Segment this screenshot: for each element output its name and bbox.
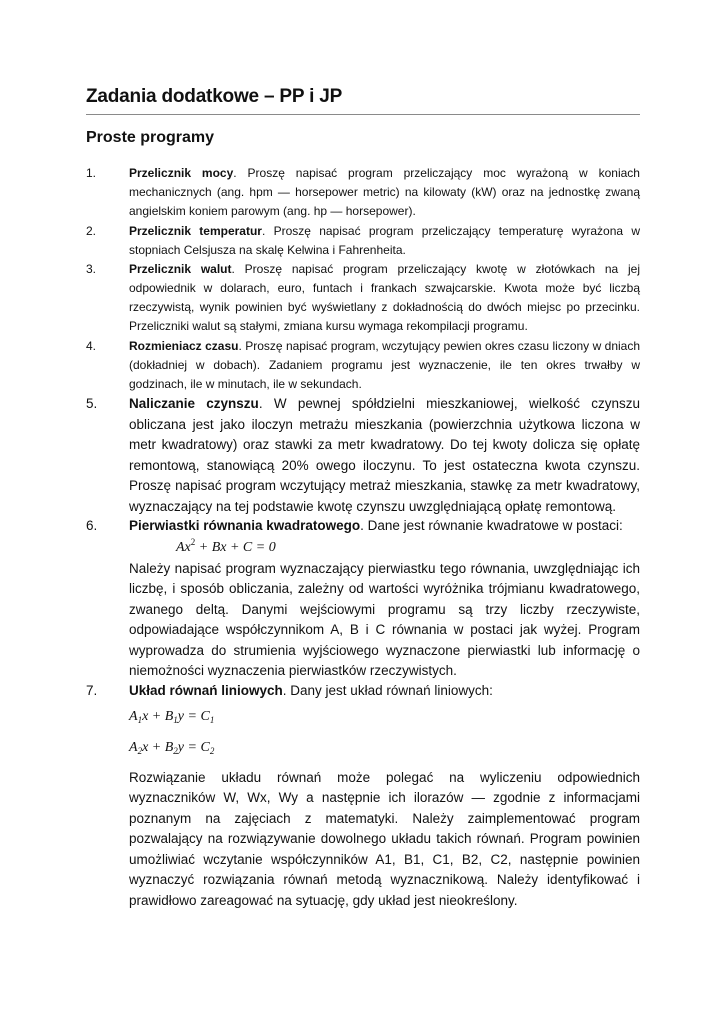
task-number: 7. — [86, 683, 98, 698]
equation-system — [129, 706, 640, 759]
task-7 — [86, 681, 640, 911]
task-5 — [86, 394, 640, 517]
task-text: . W pewnej spółdzielni mieszkaniowej, wielkość czynszu obliczana jest jako iloczyn metrażu mieszkania (powierzchnia użytkowa liczona w metr kwadratowy) oraz stawki za metr kwadratowy. Do tej kwoty dolicza się opłatę remontową, stanowiącą 20% owego iloczynu. To jest ostateczna kwota czynszu. Proszę napisać program wczytujący metraż mieszkania, stawkę za metr kwadratowy, wyznaczający na tej podstawie kwotę czynszu uwzględniającą opłatę remontową. — [129, 396, 640, 514]
task-name: Układ równań liniowych — [129, 683, 283, 698]
task-name: Przelicznik temperatur — [129, 224, 262, 238]
task-text: . Proszę napisać program przeliczający kwotę w złotówkach na jej odpowiednik w dolarach, euro, funtach i frankach szwajcarskie. Kwota może być liczbą rzeczywistą, wynik powinien być wyświetlany z dokładnością do dwóch miejsc po przecinku. Przeliczniki walut są stałymi, zmiana kursu wymaga rekompilacji programu. — [129, 262, 640, 333]
task-description: Należy napisać program wyznaczający pierwiastku tego równania, uwzględniając ich liczbę, i sposób obliczania, zależny od wartości wyróżnika trójmianu kwadratowego, zwanego deltą. Danymi wejściowymi programu są trzy liczby rzeczywiste, odpowiadające współczynnikom A, B i C równania w postaci jak wyżej. Program wyprowadza do strumienia wyjściowego wyznaczone pierwiastki lub informację o niemożności wyznaczenia pierwiastków rzeczywistych. — [129, 560, 640, 678]
equation-1: $A_1x + B_1y = C_1$ — [129, 708, 215, 725]
task-1 — [86, 164, 640, 221]
task-name: Naliczanie czynszu — [129, 396, 259, 411]
task-number: 2. — [86, 224, 97, 238]
task-number: 6. — [86, 518, 98, 533]
document-title: Zadania dodatkowe – PP i JP — [86, 86, 640, 115]
equation-2: $A_2x + B_2y = C_2$ — [129, 739, 215, 756]
task-description: Rozwiązanie układu równań może polegać na wyliczeniu odpowiednich wyznaczników W, Wx, Wy a następnie ich ilorazów — zgodnie z informacjami poznanym na zajęciach z matematyki. Należy zaimplementować program pozwalający na rozwiązywanie dowolnego układu takich równań. Program powinien umożliwiać wczytanie współczynników A1, B1, C1, B2, C2, następnie powinien wyznaczyć rozwiązania równań metodą wyznacznikową. Należy identyfikować i prawidłowo zareagować na sytuację, gdy układ jest nieokreślony. — [129, 769, 640, 908]
task-name: Rozmieniacz czasu — [129, 339, 239, 353]
task-2 — [86, 222, 640, 260]
task-number: 3. — [86, 262, 97, 276]
task-3 — [86, 260, 640, 336]
task-name: Pierwiastki równania kwadratowego — [129, 518, 361, 533]
task-number: 1. — [86, 166, 97, 180]
section-heading: Proste programy — [86, 129, 215, 146]
task-name: Przelicznik mocy — [129, 166, 234, 180]
task-4 — [86, 337, 640, 394]
task-text: . Dany jest układ równań liniowych: — [282, 683, 493, 698]
task-6 — [86, 516, 640, 682]
task-number: 4. — [86, 339, 97, 353]
task-text: . Proszę napisać program przeliczający moc wyrażoną w koniach mechanicznych (ang. hpm — horsepower metric) na kilowaty (kW) oraz na jednostkę zwaną angielskim koniem parowym (ang. hp — horsepower). — [129, 166, 640, 218]
task-number: 5. — [86, 396, 98, 411]
quadratic-equation: $Ax^2 + Bx + C = 0$ — [176, 536, 276, 555]
task-text: . Proszę napisać program przeliczający temperaturę wyrażona w stopniach Celsjusza na skalę Kelwina i Fahrenheita. — [129, 224, 640, 257]
task-name: Przelicznik walut — [129, 262, 232, 276]
task-text: . Dane jest równanie kwadratowe w postaci: — [360, 518, 623, 533]
task-text: . Proszę napisać program, wczytujący pewien okres czasu liczony w dniach (dokładniej w dobach). Zadaniem programu jest wyznaczenie, ile ten okres trwałby w godzinach, ile w minutach, ile w sekundach. — [129, 339, 641, 391]
